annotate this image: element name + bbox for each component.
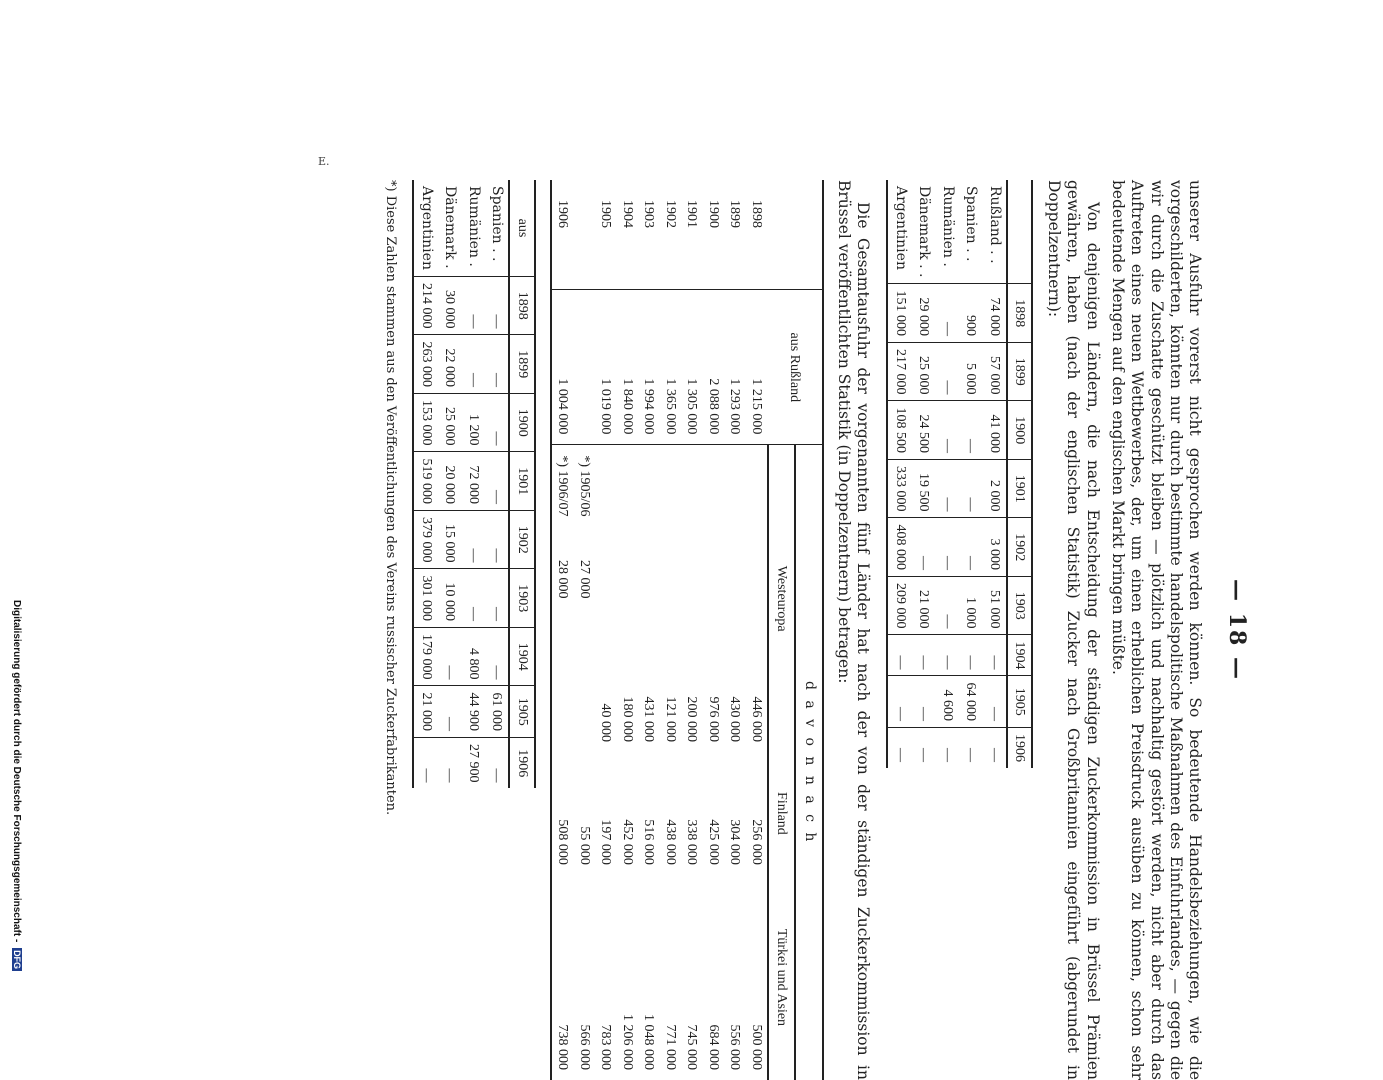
page-number: — 18 — [1224,579,1250,681]
value-cell: 24 500 [912,401,936,460]
value-cell: 29 000 [912,284,936,343]
value-cell: 408 000 [888,518,913,577]
value-cell: 263 000 [413,335,438,394]
value-cell: 2 000 [983,459,1008,518]
value-cell: — [888,727,913,768]
value-cell: 446 000 [745,445,768,752]
value-cell: — [983,727,1008,768]
value-cell: 783 000 [598,1024,614,1070]
value-cell: 684 000 [705,1024,721,1070]
year-header: 1902 [509,510,535,569]
value-cell: — [485,335,510,394]
value-cell: 1 048 000 [641,1014,657,1070]
value-cell: 5 000 [959,342,983,401]
value-cell: 379 000 [413,510,438,569]
table-header-row [1007,180,1033,768]
value-cell: — [959,401,983,460]
value-cell: — [485,627,510,686]
value-cell: — [983,635,1008,676]
split-finland-b: 508 000 [551,752,574,875]
year-cell: 1905 [598,200,614,228]
value-cell: 151 000 [888,284,913,343]
value-cell: 51 000 [983,576,1008,635]
value-cell: — [959,727,983,768]
value-cell: 500 000 [748,1024,764,1070]
value-cell: — [912,518,936,577]
col-finland-header: Finland [768,752,796,875]
value-cell: 44 900 [461,686,485,738]
value-cell: 3 000 [983,518,1008,577]
side-mark: E. [318,155,330,168]
value-cell: 214 000 [413,276,438,335]
value-cell: 180 000 [616,445,638,752]
value-cell: 2 088 000 [702,290,724,445]
col-russland-header: aus Rußland [768,290,823,445]
value-cell: — [485,276,510,335]
col-tuerkei-header: Türkei und Asien [768,875,796,1080]
country-label: Spanien . . [489,186,506,262]
value-cell: 74 000 [983,284,1008,343]
year-cell: 1904 [619,200,635,228]
value-cell: — [461,569,485,628]
col-westeuropa-header: Westeuropa [768,445,796,752]
value-cell: 425 000 [705,819,721,865]
year-header: 1903 [509,569,535,628]
value-cell: 1 840 000 [616,290,638,445]
value-cell: 30 000 [438,276,462,335]
footnote: *) Diese Zahlen stammen aus den Veröffentlichungen des Vereins russischer Zuckerfabrikanten. [383,180,399,816]
year-cell: 1898 [749,200,765,228]
value-cell: 1 994 000 [638,290,660,445]
value-cell: 4 800 [461,627,485,686]
value-cell: 1 019 000 [595,290,617,445]
year-header: 1902 [1007,518,1033,577]
value-cell: 200 000 [681,445,703,752]
value-cell: 179 000 [413,627,438,686]
value-cell: 516 000 [641,819,657,865]
value-cell: 25 000 [912,342,936,401]
value-cell: — [936,342,960,401]
value-cell: 217 000 [888,342,913,401]
value-cell: 27 900 [461,737,485,788]
value-cell: — [959,459,983,518]
value-cell: — [438,686,462,738]
corner-label: aus [509,180,535,276]
year-header: 1899 [509,335,535,394]
value-cell: 1 293 000 [724,290,746,445]
value-cell: 556 000 [727,1024,743,1070]
year-header: 1906 [1007,727,1033,768]
year-header: 1906 [509,737,535,788]
split-label-b: *) 1906/07 [555,455,571,517]
year-header: 1901 [509,452,535,511]
value-cell: 1 000 [959,576,983,635]
value-cell: 72 000 [461,452,485,511]
digitization-strip [6,600,26,1000]
country-label: Dänemark . [442,186,459,269]
value-cell: 25 000 [438,393,462,452]
digitization-note: Digitalisierung gefördert durch die Deutsche Forschungsgemeinschaft - [11,600,22,943]
country-label: Spanien . . [963,186,980,262]
year-header: 1900 [509,393,535,452]
export-table-russia [550,180,824,1080]
value-cell: — [936,401,960,460]
year-cell: 1903 [641,200,657,228]
value-cell: — [888,635,913,676]
table-row [485,180,510,788]
value-cell: 304 000 [727,819,743,865]
year-cell: 1901 [684,200,700,228]
value-cell: 1 215 000 [745,290,768,445]
year-cell: 1902 [662,200,678,228]
value-cell: — [461,335,485,394]
value-cell: 1 365 000 [659,290,681,445]
table-row [983,180,1008,768]
value-cell: — [936,635,960,676]
value-cell: 256 000 [748,819,764,865]
table-row [912,180,936,768]
country-label: Argentinien [413,180,438,276]
import-table-britain [887,180,1034,768]
value-cell: 1 004 000 [551,290,574,445]
year-header: 1903 [1007,576,1033,635]
year-cell: 1900 [705,200,721,228]
value-cell: — [485,737,510,788]
value-cell: 40 000 [595,445,617,752]
table-row [888,180,913,768]
value-cell: — [413,737,438,788]
value-cell: 209 000 [888,576,913,635]
value-cell: 338 000 [684,819,700,865]
value-cell: — [438,737,462,788]
table-row [681,180,703,1080]
split-tuerkei-b: 738 000 [551,875,574,1080]
table-row [616,180,638,1080]
year-header: 1901 [1007,459,1033,518]
value-cell: 4 600 [936,676,960,728]
year-header: 1900 [1007,401,1033,460]
value-cell: 108 500 [888,401,913,460]
value-cell: 452 000 [619,819,635,865]
value-cell: — [912,727,936,768]
value-cell: — [485,510,510,569]
table-row [936,180,960,768]
table-header-row [509,180,535,788]
year-header: 1904 [509,627,535,686]
value-cell: — [912,676,936,728]
value-cell: 121 000 [659,445,681,752]
value-cell: 41 000 [983,401,1008,460]
value-cell: 57 000 [983,342,1008,401]
country-label: Argentinien [888,180,913,284]
value-cell: — [936,459,960,518]
value-cell: 21 000 [413,686,438,738]
year-header: 1898 [509,276,535,335]
year-cell: 1906 [551,180,574,290]
value-cell: 197 000 [598,819,614,865]
table-row [461,180,485,788]
value-cell: 19 500 [912,459,936,518]
value-cell: — [461,276,485,335]
table-row [724,180,746,1080]
value-cell: — [912,635,936,676]
split-value-b: 28 000 [555,559,571,599]
split-tuerkei-a: 566 000 [576,1024,592,1070]
value-cell: — [936,576,960,635]
value-cell: — [888,676,913,728]
split-finland-a: 55 000 [576,826,592,865]
value-cell: 438 000 [662,819,678,865]
value-cell: — [959,518,983,577]
country-label: Dänemark . . [916,186,933,278]
country-label: Rußland . . [987,186,1003,264]
value-cell: 431 000 [638,445,660,752]
split-label-a: *) 1905/06 [576,455,592,517]
value-cell: — [485,452,510,511]
value-cell: 153 000 [413,393,438,452]
value-cell: — [438,627,462,686]
value-cell: 519 000 [413,452,438,511]
value-cell: 771 000 [662,1024,678,1070]
value-cell: 15 000 [438,510,462,569]
intro-paragraph: unserer Ausfuhr vorerst nicht gesprochen werden können. So bedeutende Handelsbeziehungen, wie die vorgeschilderten, könnten nur durch bestimmte handelspolitische Maßnahmen des Einfuhrlandes, — gegen die wir durch die Zuschatte geschützt bleiben — plötzlich und nachhaltig gestört werden, nicht aber durch das Auftreten eines neuen Wettbewerbes, der, um einen erheblichen Preisdruck ausüben zu können, schon sehr bedeutende Mengen auf den englischen Markt bringen müßte. [1109,180,1205,1080]
table-row [413,180,438,788]
scanned-page [160,180,1250,1080]
export-table-others [412,180,536,788]
year-header: 1899 [1007,342,1033,401]
table-row [573,180,595,1080]
value-cell: 976 000 [702,445,724,752]
table-row [438,180,462,788]
value-cell: 430 000 [724,445,746,752]
table-row [595,180,617,1080]
value-cell: 301 000 [413,569,438,628]
year-cell: 1899 [727,200,743,228]
value-cell: — [936,284,960,343]
value-cell: 745 000 [684,1024,700,1070]
year-header: 1905 [509,686,535,738]
paragraph-premium-countries: Von denjenigen Ländern, die nach Entscheidung der ständigen Zuckerkommission in Brüssel Prämien gewähren, haben (nach der englischen Statistik) Zucker nach Großbritannien eingeführt (abgerundet in Doppelzentnern): [1044,180,1102,1080]
value-cell: 10 000 [438,569,462,628]
value-cell: — [485,569,510,628]
value-cell: 20 000 [438,452,462,511]
value-cell: 900 [959,284,983,343]
value-cell: 22 000 [438,335,462,394]
davon-nach-header: d a v o n n a c h [795,445,823,1080]
table-row [551,180,574,1080]
value-cell: 21 000 [912,576,936,635]
table-row [959,180,983,768]
table-row [702,180,724,1080]
value-cell: 1 200 [461,393,485,452]
value-cell: 61 000 [485,686,510,738]
country-label: Rumänien . [940,186,956,267]
split-value-a: 27 000 [576,559,592,599]
table-row [638,180,660,1080]
table-row [659,180,681,1080]
paragraph-total-export: Die Gesamtausfuhr der vorgenannten fünf Länder hat nach der von der ständigen Zuckerkommission in Brüssel veröffentlichten Statistik (in Doppelzentnern) betragen: [835,180,873,1080]
value-cell: — [983,676,1008,728]
value-cell: — [936,518,960,577]
value-cell: 64 000 [959,676,983,728]
table-row [745,180,768,1080]
value-cell: — [461,510,485,569]
year-header: 1905 [1007,676,1033,728]
value-cell: 1 206 000 [619,1014,635,1070]
country-label: Rumänien . [465,186,482,267]
value-cell: — [485,393,510,452]
value-cell: 1 305 000 [681,290,703,445]
value-cell: — [959,635,983,676]
dfg-logo: DFG [12,950,22,970]
value-cell: 333 000 [888,459,913,518]
year-header: 1898 [1007,284,1033,343]
value-cell: — [936,727,960,768]
year-header: 1904 [1007,635,1033,676]
